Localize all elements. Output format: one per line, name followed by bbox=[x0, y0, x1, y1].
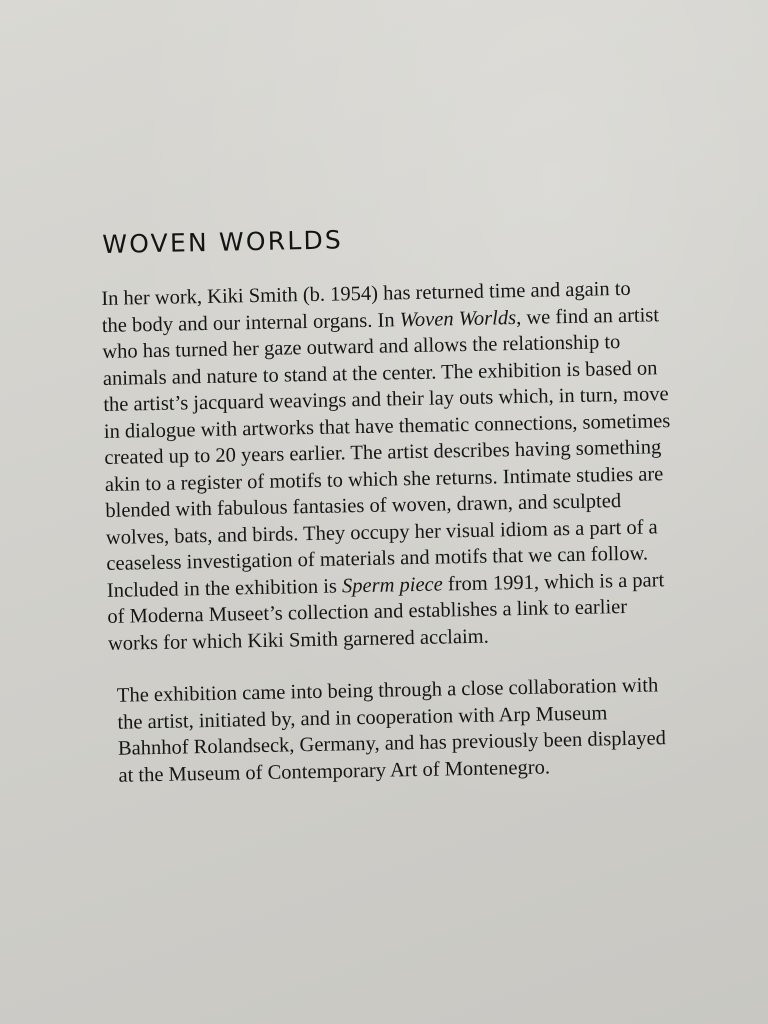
text-line: ceaseless investigation of materials and motifs that we can follow. bbox=[106, 542, 649, 575]
text-line: works for which Kiki Smith garnered acclaim. bbox=[107, 625, 489, 655]
text-line: akin to a register of motifs to which she returns. Intimate studies are bbox=[104, 462, 664, 496]
text-line: animals and nature to stand at the center. The exhibition is based on bbox=[102, 356, 658, 390]
text-line: the artist’s jacquard weavings and their lay outs which, in turn, move bbox=[103, 383, 669, 416]
text-line: created up to 20 years earlier. The artist describes having something bbox=[104, 436, 662, 469]
label-paragraph-1 bbox=[101, 274, 748, 657]
label-title: WOVEN WORLDS bbox=[101, 225, 344, 259]
text-line: the artist, initiated by, and in cooperation with Arp Museum bbox=[117, 701, 608, 734]
text-line: the body and our internal organs. In Woven Worlds, we find an artist bbox=[101, 303, 660, 337]
text-line: in dialogue with artworks that have thematic connections, sometimes bbox=[103, 409, 671, 443]
exhibition-title-italic: Woven Worlds bbox=[399, 306, 517, 331]
text-line: blended with fabulous fantasies of woven, drawn, and sculpted bbox=[105, 490, 622, 522]
text-line: Included in the exhibition is Sperm piece from 1991, which is a part bbox=[106, 568, 665, 602]
text-line: Bahnhof Rolandseck, Germany, and has previously been displayed bbox=[117, 727, 667, 760]
artwork-title-italic: Sperm piece bbox=[341, 572, 443, 597]
text-line: who has turned her gaze outward and allows the relationship to bbox=[102, 331, 621, 363]
wall-label bbox=[100, 218, 751, 789]
text-line: The exhibition came into being through a close collaboration with bbox=[116, 674, 659, 707]
text-line: wolves, bats, and birds. They occupy her visual idiom as a part of a bbox=[105, 515, 658, 549]
label-paragraph-2 bbox=[117, 671, 751, 789]
text-line: In her work, Kiki Smith (b. 1954) has returned time and again to bbox=[101, 277, 631, 310]
text-line: at the Museum of Contemporary Art of Montenegro. bbox=[118, 755, 551, 787]
text-line: of Moderna Museet’s collection and establishes a link to earlier bbox=[107, 595, 628, 628]
